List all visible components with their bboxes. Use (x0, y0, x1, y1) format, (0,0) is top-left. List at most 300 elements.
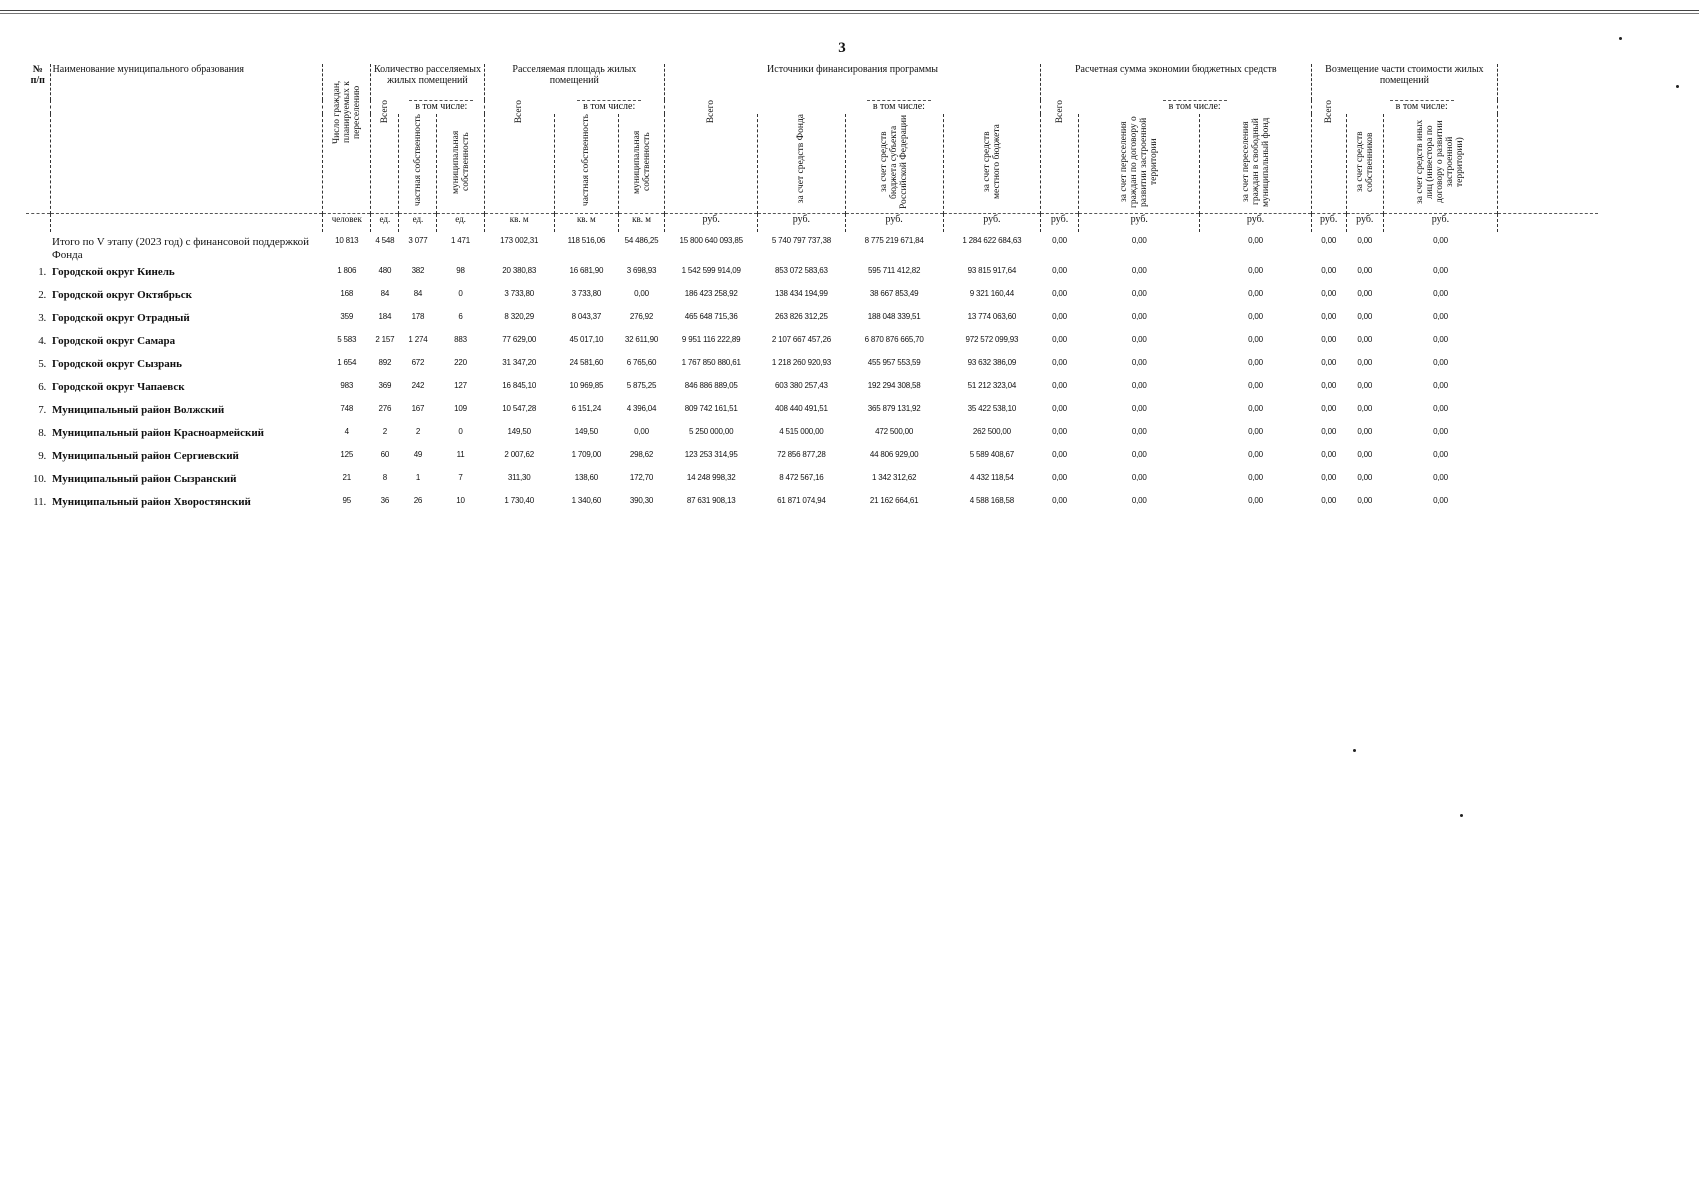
scan-speck (1460, 814, 1463, 817)
col-header-num (26, 64, 50, 214)
cell-spare (1498, 473, 1598, 496)
incl-header-fin (758, 100, 1041, 114)
col-header-eco-total (1041, 100, 1079, 214)
cell-area-municipal: 5 875,25 (626, 381, 657, 390)
cell-qty-private: 167 (411, 404, 425, 413)
unit-eco-territory: руб. (1079, 214, 1200, 233)
cell-area-private: 3 733,80 (571, 289, 602, 298)
table-row (26, 335, 1598, 358)
cell-eco-total: 0,00 (1052, 335, 1067, 344)
cell-eco-total: 0,00 (1052, 427, 1067, 436)
cell-eco-terr: 0,00 (1131, 496, 1147, 505)
cell-eco-free: 0,00 (1248, 496, 1263, 505)
cell-qty-municipal: 127 (454, 381, 467, 390)
cell-comp-other: 0,00 (1433, 450, 1448, 459)
cell-qty-private: 3 077 (408, 236, 428, 245)
cell-fin-subject: 1 342 312,62 (871, 473, 917, 482)
cell-qty-private: 84 (413, 289, 423, 298)
col-header-area-total-label: Всего (514, 100, 525, 124)
cell-area-municipal: 390,30 (629, 496, 654, 505)
cell-fin-fund: 853 072 583,63 (775, 266, 828, 275)
cell-fin-total: 9 951 116 222,89 (681, 335, 741, 344)
cell-persons: 4 (344, 427, 349, 436)
unit-fin-fund: руб. (758, 214, 845, 233)
cell-area-total: 77 629,00 (502, 335, 537, 344)
cell-eco-terr: 0,00 (1131, 427, 1147, 436)
cell-eco-terr: 0,00 (1131, 335, 1147, 344)
cell-comp-other: 0,00 (1433, 381, 1448, 390)
unit-comp-total: руб. (1311, 214, 1346, 233)
col-header-qty-municipal (437, 114, 484, 214)
cell-fin-subject: 595 711 412,82 (868, 266, 921, 275)
col-header-eco-free-fund-label: за счет переселения граждан в свободный муниципальный фонд (1240, 117, 1271, 207)
unit-fin-local: руб. (943, 214, 1040, 233)
cell-comp-other: 0,00 (1433, 335, 1448, 344)
cell-fin-total: 14 248 998,32 (686, 473, 736, 482)
unit-comp-owners: руб. (1346, 214, 1383, 233)
group-header-area-label: Расселяемая площадь жилых помещений (512, 64, 637, 86)
group-header-qty (371, 64, 484, 100)
cell-spare (1498, 427, 1598, 450)
group-header-compensation (1311, 64, 1497, 100)
cell-persons: 125 (340, 450, 354, 459)
cell-spare (1498, 381, 1598, 404)
cell-comp-other: 0,00 (1433, 496, 1448, 505)
cell-area-municipal: 0,00 (634, 427, 649, 436)
group-header-qty-label: Количество расселяемых жилых помещений (373, 64, 481, 86)
cell-fin-fund: 5 740 797 737,38 (771, 236, 831, 245)
cell-area-total: 1 730,40 (504, 496, 534, 505)
cell-comp-owners: 0,00 (1357, 473, 1373, 482)
table-row-total (26, 232, 1598, 266)
cell-eco-free: 0,00 (1248, 312, 1263, 321)
incl-header-fin-label: в том числе: (867, 100, 931, 112)
row-municipality-name: Муниципальный район Волжский (52, 404, 225, 416)
cell-eco-free: 0,00 (1248, 266, 1263, 275)
group-header-economy-label: Расчетная сумма экономии бюджетных средств (1074, 64, 1277, 75)
cell-spare (1498, 266, 1598, 289)
cell-spare (1498, 335, 1598, 358)
cell-comp-other: 0,00 (1433, 404, 1448, 413)
incl-header-comp-label: в том числе: (1390, 100, 1454, 112)
col-header-qty-private-label: частная собственность (412, 114, 423, 207)
cell-spare (1498, 232, 1598, 266)
row-municipality-name: Городской округ Отрадный (52, 312, 190, 324)
cell-qty-total: 2 (382, 427, 387, 436)
table-row (26, 381, 1598, 404)
row-municipality-name: Городской округ Кинель (52, 266, 175, 278)
cell-comp-other: 0,00 (1433, 236, 1448, 245)
cell-fin-total: 846 886 889,05 (684, 381, 738, 390)
incl-header-eco-label: в том числе: (1163, 100, 1227, 112)
cell-fin-subject: 188 048 339,51 (867, 312, 921, 321)
cell-qty-municipal: 0 (458, 289, 463, 298)
cell-fin-fund: 61 871 074,94 (777, 496, 826, 505)
cell-area-total: 2 007,62 (504, 450, 534, 459)
col-header-area-private (554, 114, 618, 214)
table-row (26, 404, 1598, 427)
row-number: 3. (38, 312, 47, 324)
cell-qty-private: 672 (411, 358, 425, 367)
cell-qty-private: 178 (411, 312, 425, 321)
cell-fin-total: 1 767 850 880,61 (681, 358, 741, 367)
col-header-qty-total (371, 100, 399, 214)
group-header-economy (1041, 64, 1312, 100)
cell-fin-local: 13 774 063,60 (967, 312, 1017, 321)
cell-eco-total: 0,00 (1052, 450, 1067, 459)
col-header-name-label: Наименование муниципального образования (52, 64, 244, 75)
cell-area-total: 149,50 (507, 427, 531, 436)
table-body (26, 232, 1598, 519)
cell-area-municipal: 6 765,60 (626, 358, 657, 367)
cell-qty-municipal: 10 (456, 496, 465, 505)
cell-fin-local: 9 321 160,44 (969, 289, 1015, 298)
cell-qty-total: 8 (382, 473, 387, 482)
cell-qty-private: 382 (411, 266, 425, 275)
cell-area-private: 118 516,06 (567, 236, 606, 245)
row-number: 4. (38, 335, 47, 347)
cell-eco-free: 0,00 (1248, 236, 1263, 245)
cell-eco-free: 0,00 (1248, 358, 1263, 367)
cell-qty-private: 26 (413, 496, 423, 505)
cell-persons: 168 (340, 289, 354, 298)
cell-eco-free: 0,00 (1248, 404, 1263, 413)
cell-fin-total: 5 250 000,00 (689, 427, 734, 436)
col-header-qty-total-label: Всего (379, 100, 390, 124)
unit-cell-spare (1498, 214, 1598, 233)
cell-fin-total: 186 423 258,92 (684, 289, 738, 298)
cell-comp-owners: 0,00 (1357, 289, 1373, 298)
cell-comp-total: 0,00 (1321, 335, 1337, 344)
cell-qty-municipal: 1 471 (451, 236, 471, 245)
row-number: 7. (38, 404, 47, 416)
cell-fin-local: 262 500,00 (972, 427, 1011, 436)
cell-eco-total: 0,00 (1052, 473, 1067, 482)
col-header-fin-local-label: за счет средств местного бюджета (981, 124, 1002, 200)
cell-fin-fund: 2 107 667 457,26 (771, 335, 831, 344)
cell-area-private: 10 969,85 (569, 381, 604, 390)
cell-area-municipal: 0,00 (634, 289, 649, 298)
cell-qty-total: 2 157 (375, 335, 395, 344)
resettlement-table (26, 64, 1598, 519)
table-row (26, 496, 1598, 519)
cell-fin-total: 465 648 715,36 (684, 312, 738, 321)
cell-comp-other: 0,00 (1433, 427, 1448, 436)
cell-eco-terr: 0,00 (1131, 266, 1147, 275)
unit-eco-total: руб. (1041, 214, 1079, 233)
cell-qty-total: 480 (378, 266, 392, 275)
col-header-qty-private (399, 114, 437, 214)
table-row (26, 266, 1598, 289)
incl-header-comp (1346, 100, 1497, 114)
cell-fin-local: 1 284 622 684,63 (962, 236, 1022, 245)
cell-eco-terr: 0,00 (1131, 473, 1147, 482)
row-number: 10. (32, 473, 47, 485)
col-header-fin-total (665, 100, 758, 214)
row-number: 2. (38, 289, 47, 301)
cell-eco-terr: 0,00 (1131, 312, 1147, 321)
header-row-groups (26, 64, 1598, 100)
row-number: 8. (38, 427, 47, 439)
cell-persons: 983 (340, 381, 354, 390)
table-row (26, 289, 1598, 312)
cell-eco-total: 0,00 (1052, 404, 1067, 413)
cell-fin-subject: 21 162 664,61 (869, 496, 919, 505)
unit-qty-municipal: ед. (437, 214, 484, 233)
cell-area-private: 16 681,90 (569, 266, 604, 275)
cell-eco-free: 0,00 (1248, 381, 1263, 390)
cell-persons: 21 (342, 473, 352, 482)
cell-fin-subject: 192 294 308,58 (867, 381, 921, 390)
row-municipality-name: Городской округ Сызрань (52, 358, 182, 370)
cell-qty-municipal: 883 (454, 335, 467, 344)
cell-spare (1498, 312, 1598, 335)
cell-comp-other: 0,00 (1433, 289, 1448, 298)
cell-area-private: 1 709,00 (571, 450, 602, 459)
cell-area-municipal: 54 486,25 (624, 236, 659, 245)
cell-eco-total: 0,00 (1052, 312, 1067, 321)
table-row (26, 473, 1598, 496)
cell-eco-total: 0,00 (1052, 381, 1067, 390)
cell-area-private: 6 151,24 (571, 404, 602, 413)
cell-fin-fund: 72 856 877,28 (777, 450, 826, 459)
cell-qty-total: 276 (378, 404, 392, 413)
row-municipality-name: Городской округ Чапаевск (52, 381, 185, 393)
col-header-fin-fund-label: за счет средств Фонда (796, 114, 807, 204)
cell-comp-other: 0,00 (1433, 473, 1448, 482)
cell-eco-free: 0,00 (1248, 289, 1263, 298)
unit-cell-num (26, 214, 50, 233)
cell-area-total: 173 002,31 (500, 236, 539, 245)
cell-comp-owners: 0,00 (1357, 450, 1373, 459)
cell-qty-municipal: 98 (456, 266, 465, 275)
scan-speck (1619, 37, 1622, 40)
cell-eco-free: 0,00 (1248, 473, 1263, 482)
cell-eco-terr: 0,00 (1131, 236, 1147, 245)
cell-area-total: 16 845,10 (502, 381, 537, 390)
cell-area-private: 149,50 (574, 427, 598, 436)
cell-eco-total: 0,00 (1052, 236, 1067, 245)
col-header-comp-owners (1346, 114, 1383, 214)
col-header-area-total (484, 100, 554, 214)
col-header-name (50, 64, 323, 214)
cell-qty-total: 184 (378, 312, 392, 321)
cell-comp-owners: 0,00 (1357, 496, 1373, 505)
unit-cell-name (50, 214, 323, 233)
cell-comp-total: 0,00 (1321, 404, 1337, 413)
cell-comp-total: 0,00 (1321, 312, 1337, 321)
cell-area-total: 8 320,29 (504, 312, 534, 321)
top-border-line (0, 10, 1699, 11)
cell-eco-total: 0,00 (1052, 496, 1067, 505)
cell-qty-municipal: 220 (454, 358, 467, 367)
col-header-num-label: № п/п (30, 64, 45, 86)
cell-area-private: 138,60 (574, 473, 598, 482)
cell-fin-subject: 455 957 553,59 (867, 358, 921, 367)
table-row (26, 427, 1598, 450)
row-number: 5. (38, 358, 47, 370)
table-row (26, 358, 1598, 381)
cell-fin-local: 93 815 917,64 (967, 266, 1017, 275)
cell-fin-subject: 38 667 853,49 (869, 289, 919, 298)
top-border-line (0, 13, 1699, 14)
cell-eco-terr: 0,00 (1131, 358, 1147, 367)
row-number (26, 232, 50, 266)
cell-eco-terr: 0,00 (1131, 404, 1147, 413)
cell-fin-total: 15 800 640 093,85 (679, 236, 743, 245)
cell-persons: 10 813 (335, 236, 359, 245)
col-header-persons-label: Число граждан, планируемых к переселению (331, 80, 362, 144)
cell-qty-total: 36 (380, 496, 390, 505)
col-header-eco-total-label: Всего (1054, 100, 1065, 124)
cell-comp-total: 0,00 (1321, 427, 1337, 436)
incl-header-area (554, 100, 664, 114)
col-header-area-municipal-label: муниципальная собственность (631, 130, 652, 194)
incl-header-qty (399, 100, 484, 114)
cell-persons: 1 806 (337, 266, 357, 275)
cell-qty-total: 4 548 (375, 236, 395, 245)
cell-comp-owners: 0,00 (1357, 266, 1373, 275)
cell-fin-subject: 8 775 219 671,84 (864, 236, 924, 245)
cell-comp-owners: 0,00 (1357, 358, 1373, 367)
cell-eco-free: 0,00 (1248, 427, 1263, 436)
cell-fin-total: 1 542 599 914,09 (681, 266, 741, 275)
cell-area-municipal: 276,92 (629, 312, 654, 321)
cell-persons: 748 (340, 404, 354, 413)
group-header-compensation-label: Возмещение части стоимости жилых помещений (1325, 64, 1484, 86)
header-row-units (26, 214, 1598, 233)
incl-header-qty-label: в том числе: (409, 100, 473, 112)
cell-area-total: 31 347,20 (502, 358, 537, 367)
cell-eco-free: 0,00 (1248, 450, 1263, 459)
cell-fin-fund: 1 218 260 920,93 (771, 358, 831, 367)
scan-speck (1676, 85, 1679, 88)
cell-spare (1498, 496, 1598, 519)
unit-area-total: кв. м (484, 214, 554, 233)
cell-fin-fund: 4 515 000,00 (779, 427, 824, 436)
cell-fin-total: 809 742 161,51 (684, 404, 738, 413)
cell-fin-fund: 8 472 567,16 (779, 473, 824, 482)
col-header-qty-municipal-label: муниципальная собственность (450, 130, 471, 194)
cell-persons: 95 (342, 496, 352, 505)
cell-eco-free: 0,00 (1248, 335, 1263, 344)
cell-spare (1498, 358, 1598, 381)
cell-fin-total: 123 253 314,95 (684, 450, 738, 459)
cell-fin-subject: 472 500,00 (875, 427, 914, 436)
cell-fin-subject: 44 806 929,00 (869, 450, 919, 459)
cell-eco-terr: 0,00 (1131, 381, 1147, 390)
cell-area-private: 45 017,10 (569, 335, 604, 344)
unit-eco-free-fund: руб. (1200, 214, 1311, 233)
unit-area-municipal: кв. м (618, 214, 664, 233)
col-header-fin-subject (845, 114, 943, 214)
cell-comp-other: 0,00 (1433, 266, 1448, 275)
row-municipality-name: Муниципальный район Красноармейский (52, 427, 264, 439)
cell-area-municipal: 298,62 (629, 450, 654, 459)
scan-speck (1353, 749, 1356, 752)
cell-fin-fund: 603 380 257,43 (775, 381, 828, 390)
cell-area-private: 24 581,60 (569, 358, 604, 367)
cell-qty-private: 1 (415, 473, 421, 482)
cell-persons: 359 (340, 312, 354, 321)
cell-fin-local: 35 422 538,10 (967, 404, 1017, 413)
col-header-fin-subject-label: за счет средств бюджета субъекта Российской Федерации (879, 114, 910, 210)
cell-eco-total: 0,00 (1052, 358, 1067, 367)
cell-fin-local: 972 572 099,93 (965, 335, 1019, 344)
cell-persons: 5 583 (337, 335, 357, 344)
cell-fin-fund: 408 440 491,51 (775, 404, 828, 413)
cell-comp-total: 0,00 (1321, 381, 1337, 390)
cell-fin-total: 87 631 908,13 (686, 496, 736, 505)
cell-comp-owners: 0,00 (1357, 335, 1373, 344)
cell-qty-municipal: 6 (458, 312, 463, 321)
row-number: 1. (38, 266, 47, 278)
cell-comp-total: 0,00 (1321, 496, 1337, 505)
cell-comp-total: 0,00 (1321, 358, 1337, 367)
incl-header-area-label: в том числе: (577, 100, 641, 112)
col-header-area-private-label: частная собственность (581, 114, 592, 207)
cell-area-total: 311,30 (507, 473, 531, 482)
col-header-eco-free-fund (1200, 114, 1311, 214)
cell-comp-total: 0,00 (1321, 473, 1337, 482)
col-header-fin-fund (758, 114, 845, 214)
cell-comp-other: 0,00 (1433, 358, 1448, 367)
row-municipality-name: Муниципальный район Сызранский (52, 473, 237, 485)
page-number: 3 (838, 40, 846, 56)
row-number: 11. (33, 496, 47, 508)
cell-area-total: 20 380,83 (502, 266, 537, 275)
cell-qty-total: 60 (380, 450, 390, 459)
cell-comp-total: 0,00 (1321, 450, 1337, 459)
col-header-comp-owners-label: за счет средств собственников (1354, 131, 1375, 193)
cell-qty-total: 369 (378, 381, 392, 390)
row-municipality-name: Итого по V этапу (2023 год) с финансовой поддержкой Фонда (52, 236, 310, 261)
cell-area-municipal: 3 698,93 (626, 266, 657, 275)
col-header-area-municipal (618, 114, 664, 214)
group-header-funding (665, 64, 1041, 100)
cell-fin-local: 51 212 323,04 (967, 381, 1017, 390)
row-municipality-name: Городской округ Самара (52, 335, 176, 347)
col-header-eco-territory-label: за счет переселения граждан по договору о развитии застроенной территории (1119, 116, 1160, 208)
cell-spare (1498, 450, 1598, 473)
cell-comp-owners: 0,00 (1357, 312, 1373, 321)
cell-comp-total: 0,00 (1321, 236, 1337, 245)
cell-fin-subject: 365 879 131,92 (867, 404, 921, 413)
cell-eco-terr: 0,00 (1131, 289, 1147, 298)
cell-area-total: 3 733,80 (504, 289, 534, 298)
row-municipality-name: Городской округ Октябрьск (52, 289, 192, 301)
cell-qty-municipal: 109 (454, 404, 467, 413)
cell-comp-total: 0,00 (1321, 266, 1337, 275)
cell-eco-total: 0,00 (1052, 266, 1067, 275)
cell-area-municipal: 32 611,90 (624, 335, 659, 344)
cell-comp-owners: 0,00 (1357, 236, 1373, 245)
row-municipality-name: Муниципальный район Сергиевский (52, 450, 239, 462)
cell-qty-total: 84 (380, 289, 390, 298)
cell-qty-municipal: 11 (456, 450, 465, 459)
cell-spare (1498, 289, 1598, 312)
cell-qty-total: 892 (378, 358, 392, 367)
row-municipality-name: Муниципальный район Хворостянский (52, 496, 251, 508)
col-header-fin-total-label: Всего (706, 100, 717, 124)
cell-comp-owners: 0,00 (1357, 427, 1373, 436)
cell-spare (1498, 404, 1598, 427)
cell-fin-local: 5 589 408,67 (969, 450, 1015, 459)
cell-persons: 1 654 (337, 358, 357, 367)
unit-fin-subject: руб. (845, 214, 943, 233)
col-header-comp-total (1311, 100, 1346, 214)
group-header-funding-label: Источники финансирования программы (767, 64, 938, 75)
